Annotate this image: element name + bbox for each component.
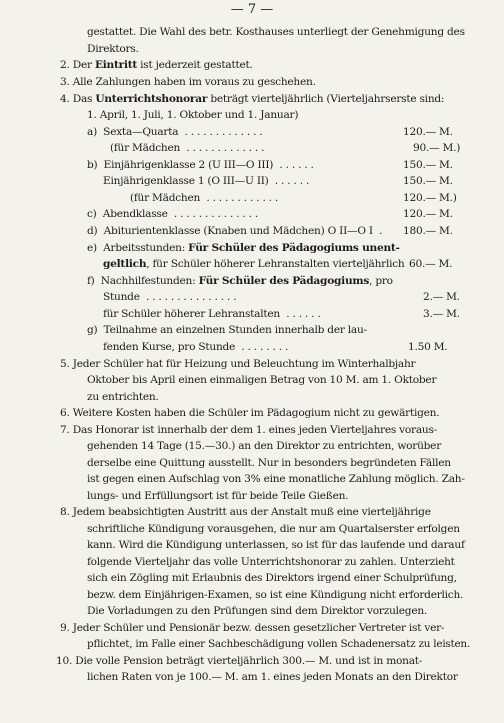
- text-line: schriftliche Kündigung vorausgehen, die nur am Quartalserster erfolgen: [87, 523, 460, 535]
- text-line: kann. Wird die Kündigung unterlassen, so ist für das laufende und darauf: [87, 539, 465, 551]
- item-line: 8. Jedem beabsichtigten Austritt aus der Anstalt muß eine vierteljährige: [60, 506, 431, 518]
- item-number: 5.: [60, 358, 70, 370]
- fee-row: e) Arbeitsstunden: Für Schüler des Pädagogiums unent-: [87, 242, 400, 254]
- fee-row: fenden Kurse, pro Stunde . . . . . . . . 1.50 M.: [103, 339, 469, 356]
- text-line: 1. April, 1. Juli, 1. Oktober und 1. Januar): [87, 109, 299, 121]
- text-line: Direktors.: [87, 43, 139, 55]
- text-line: folgende Vierteljahr das volle Unterrichtshonorar zu zahlen. Unterzieht: [87, 556, 455, 568]
- item-line: 10. Die volle Pension beträgt vierteljährlich 300.— M. und ist in monat-: [56, 655, 423, 667]
- item-line: 4. Das Unterrichtshonorar beträgt vierteljährlich (Vierteljahrserste sind:: [60, 93, 445, 105]
- text-line: lungs- und Erfüllungsort ist für beide Teile Gießen.: [87, 490, 349, 502]
- fee-row: Einjährigenklasse 1 (O III—U II) . . . . . . 150.— M.: [103, 173, 469, 190]
- fee-row: (für Mädchen . . . . . . . . . . . . 120.— M.): [130, 190, 469, 207]
- fee-amount: 1.50 M.: [408, 341, 448, 353]
- item-number: 2.: [60, 59, 70, 71]
- text-line: zu entrichten.: [87, 391, 159, 403]
- fee-amount: 120.— M.: [403, 126, 453, 138]
- fee-amount: 2.— M.: [423, 291, 460, 303]
- text-line: ist gegen einen Aufschlag von 3% eine monatliche Zahlung möglich. Zah-: [87, 473, 465, 485]
- item-number: 8.: [60, 506, 70, 518]
- item-number: 9.: [60, 622, 70, 634]
- page-number: — 7 —: [230, 2, 274, 17]
- fee-row: geltlich, für Schüler höherer Lehranstalten vierteljährlich 60.— M.: [103, 256, 469, 273]
- text-line: derselbe eine Quittung ausstellt. Nur in besonders begründeten Fällen: [87, 457, 451, 469]
- text-line: Oktober bis April einen einmaligen Betrag von 10 M. am 1. Oktober: [87, 374, 437, 386]
- fee-amount: 60.— M.: [409, 258, 453, 270]
- fee-amount: 120.— M.): [403, 192, 457, 204]
- item-number: 4.: [60, 93, 70, 105]
- text-line: sich ein Zögling mit Erlaubnis des Direktors irgend einer Schulprüfung,: [87, 572, 457, 584]
- fee-amount: 120.— M.: [403, 208, 453, 220]
- fee-row: d) Abiturientenklasse (Knaben und Mädchen) O II—O I . 180.— M.: [87, 223, 469, 240]
- text-line: pflichtet, im Falle einer Sachbeschädigung vollen Schadenersatz zu leisten.: [87, 638, 471, 650]
- item-line: 5. Jeder Schüler hat für Heizung und Beleuchtung im Winterhalbjahr: [60, 358, 416, 370]
- fee-row: (für Mädchen . . . . . . . . . . . . . 90.— M.): [110, 140, 469, 157]
- item-number: 6.: [60, 407, 70, 419]
- fee-row: c) Abendklasse . . . . . . . . . . . . . . 120.— M.: [87, 206, 469, 223]
- fee-row: f) Nachhilfestunden: Für Schüler des Pädagogiums, pro: [87, 275, 393, 287]
- item-line: 3. Alle Zahlungen haben im voraus zu geschehen.: [60, 76, 316, 88]
- fee-amount: 150.— M.: [403, 175, 453, 187]
- item-line: 7. Das Honorar ist innerhalb der dem 1. eines jeden Vierteljahres voraus-: [60, 424, 437, 436]
- fee-amount: 3.— M.: [423, 308, 460, 320]
- text-line: Die Vorladungen zu den Prüfungen sind dem Direktor vorzulegen.: [87, 605, 428, 617]
- fee-amount: 150.— M.: [403, 159, 453, 171]
- fee-row: b) Einjährigenklasse 2 (U III—O III) . . . . . . 150.— M.: [87, 157, 469, 174]
- fee-amount: 90.— M.): [413, 142, 461, 154]
- item-line: 6. Weitere Kosten haben die Schüler im Pädagogium nicht zu gewärtigen.: [60, 407, 440, 419]
- item-line: 2. Der Eintritt ist jederzeit gestattet.: [60, 59, 253, 71]
- text-line: lichen Raten von je 100.— M. am 1. eines jeden Monats an den Direktor: [87, 671, 458, 683]
- item-number: 10.: [56, 655, 73, 667]
- item-line: 9. Jeder Schüler und Pensionär bezw. dessen gesetzlicher Vertreter ist ver-: [60, 622, 445, 634]
- fee-row: g) Teilnahme an einzelnen Stunden innerhalb der lau-: [87, 324, 367, 336]
- text-line: gehenden 14 Tage (15.—30.) an den Direktor zu entrichten, worüber: [87, 440, 442, 452]
- fee-row: Stunde . . . . . . . . . . . . . . . 2.— M.: [103, 289, 469, 306]
- fee-amount: 180.— M.: [403, 225, 453, 237]
- item-number: 3.: [60, 76, 70, 88]
- text-line: gestattet. Die Wahl des betr. Kosthauses unterliegt der Genehmigung des: [87, 26, 465, 38]
- fee-row: a) Sexta—Quarta . . . . . . . . . . . . . 120.— M.: [87, 124, 469, 141]
- fee-row: für Schüler höherer Lehranstalten . . . . . . 3.— M.: [103, 306, 469, 323]
- text-line: bezw. dem Einjährigen-Examen, so ist eine Kündigung nicht erforderlich.: [87, 589, 464, 601]
- item-number: 7.: [60, 424, 70, 436]
